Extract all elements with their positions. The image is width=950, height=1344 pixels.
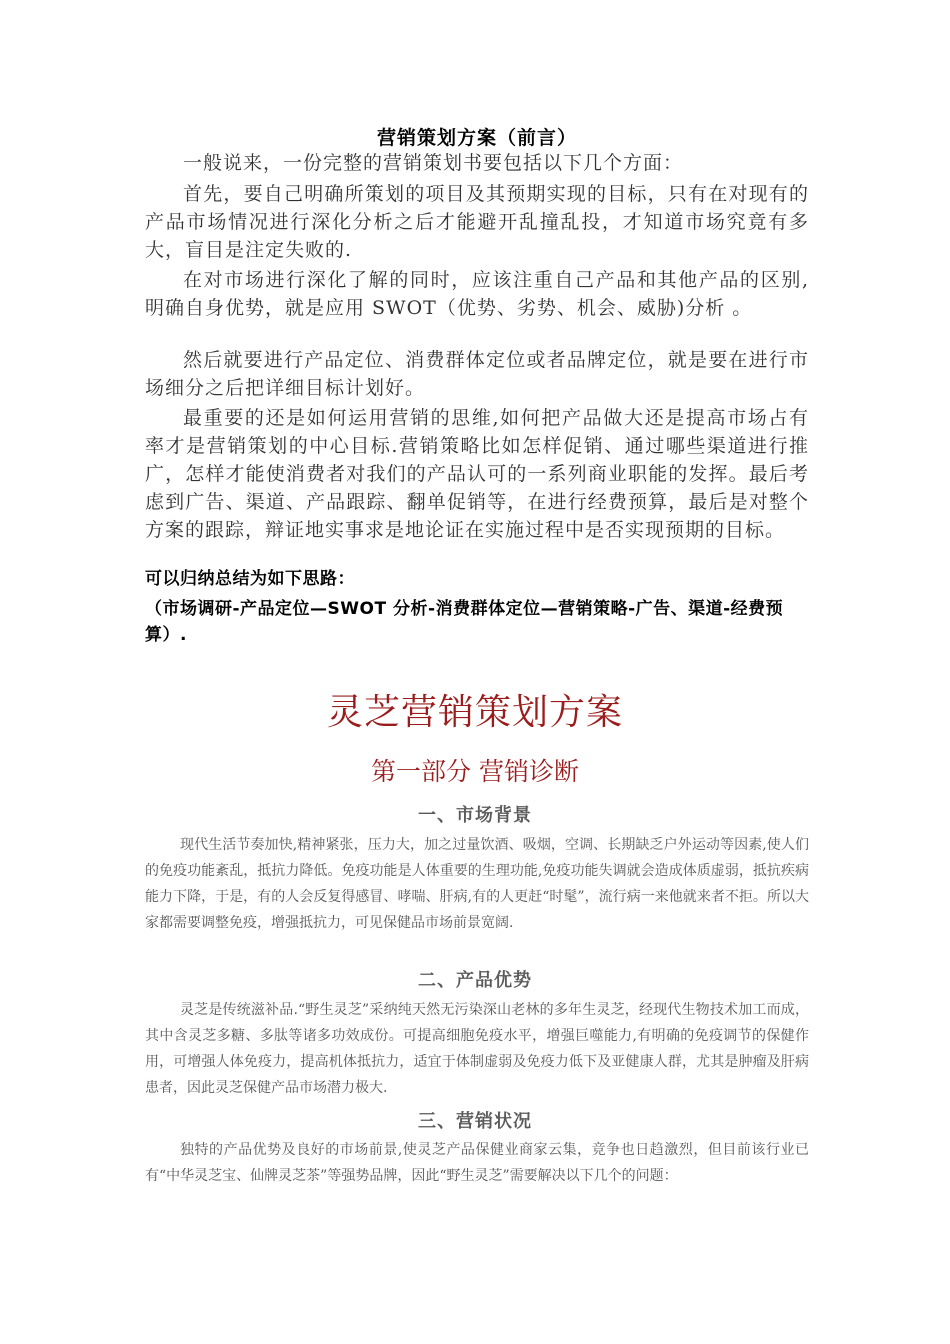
- intro-paragraph: [145, 149, 809, 177]
- section-heading-marketing-status: 三、营销状况: [418, 1111, 532, 1132]
- intro-paragraph: [145, 266, 809, 322]
- part-title: 第一部分 营销诊断: [371, 757, 579, 786]
- intro-paragraph-text: 首先，要自己明确所策划的项目及其预期实现的目标，只有在对现有的产品市场情况进行深化分析之后才能避开乱撞乱投，才知道市场究竟有多大，盲目是注定失败的.: [145, 183, 809, 261]
- summary-flow: （市场调研-产品定位—SWOT 分析-消费群体定位—营销策略-广告、渠道-经费预算）.: [145, 599, 784, 645]
- section-text: 灵芝是传统滋补品.“野生灵芝”采纳纯天然无污染深山老林的多年生灵芝，经现代生物技术加工而成，其中含灵芝多糖、多肽等诸多功效成份。可提高细胞免疫水平，增强巨噬能力,有明确的免疫调节的保健作用，可增强人体免疫力，提高机体抵抗力，适宜于体制虚弱及免疫力低下及亚健康人群，尤其是肿瘤及肝病患者，因此灵芝保健产品市场潜力极大.: [145, 1002, 809, 1096]
- section-body-product-advantage: [145, 997, 809, 1101]
- intro-paragraph-text: 最重要的还是如何运用营销的思维,如何把产品做大还是提高市场占有率才是营销策划的中心目标.营销策略比如怎样促销、通过哪些渠道进行推广，怎样才能使消费者对我们的产品认可的一系列商业职能的发挥。最后考虑到广告、渠道、产品跟踪、翻单促销等，在进行经费预算，最后是对整个方案的跟踪，辩证地实事求是地论证在实施过程中是否实现预期的目标。: [145, 407, 809, 541]
- section-body-marketing-status: [145, 1137, 809, 1189]
- section-heading-product-advantage: 二、产品优势: [418, 970, 532, 991]
- intro-paragraph-text: 然后就要进行产品定位、消费群体定位或者品牌定位，就是要在进行市场细分之后把详细目标计划好。: [145, 349, 809, 399]
- plan-title: 灵芝营销策划方案: [326, 692, 623, 733]
- section-body-market-background: [145, 832, 809, 936]
- section-text: 现代生活节奏加快,精神紧张，压力大，加之过量饮酒、吸烟，空调、长期缺乏户外运动等因素,使人们的免疫功能紊乱，抵抗力降低。免疫功能是人体重要的生理功能,免疫功能失调就会造成体质虚弱，抵抗疾病能力下降，于是，有的人会反复得感冒、哮喘、肝病,有的人更赶“时髦”，流行病一来他就来者不拒。所以大家都需要调整免疫，增强抵抗力，可见保健品市场前景宽阔.: [145, 837, 809, 931]
- summary-heading: 可以归纳总结为如下思路：: [145, 569, 355, 589]
- intro-paragraph-text: 在对市场进行深化了解的同时，应该注重自己产品和其他产品的区别,明确自身优势，就是应用 SWOT（优势、劣势、机会、威胁)分析 。: [145, 269, 809, 319]
- intro-title: 营销策划方案（前言）: [376, 127, 577, 149]
- intro-paragraph-text: 一般说来，一份完整的营销策划书要包括以下几个方面：: [183, 152, 684, 174]
- intro-paragraph: [145, 346, 809, 402]
- section-text: 独特的产品优势及良好的市场前景,使灵芝产品保健业商家云集，竞争也日趋激烈，但目前该行业已有“中华灵芝宝、仙牌灵芝茶”等强势品牌，因此“野生灵芝”需要解决以下几个的问题：: [145, 1142, 809, 1184]
- intro-paragraph: [145, 180, 809, 264]
- section-heading-market-background: 一、市场背景: [418, 805, 532, 826]
- intro-paragraph: [145, 404, 809, 544]
